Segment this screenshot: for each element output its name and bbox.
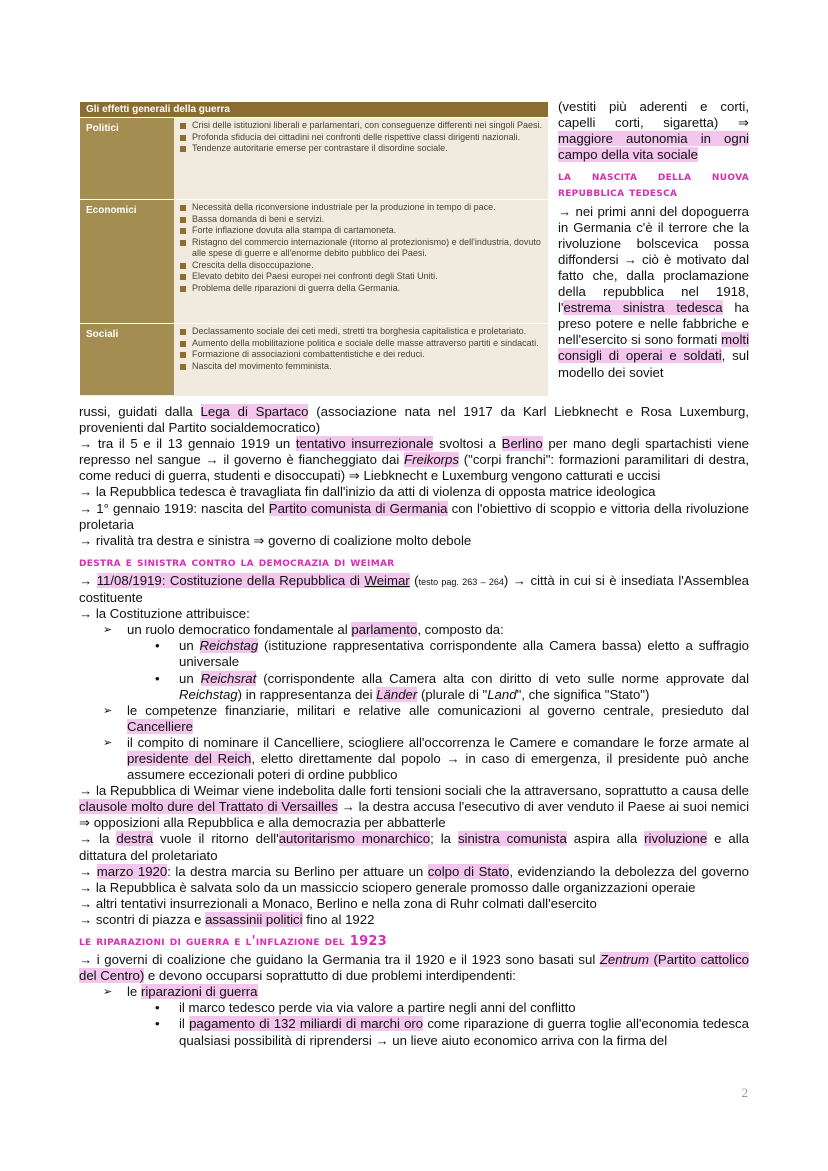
paragraph: russi, guidati dalla Lega di Spartaco (associazione nata nel 1917 da Karl Liebknecht e Rosa Luxemburg, provenienti dal Partito socialdemocratico) [79, 404, 749, 436]
list-item: Formazione di associazioni combattentistiche e dei reduci. [180, 349, 544, 361]
paragraph: → nei primi anni del dopoguerra in Germania c'è il terrore che la rivoluzione bolscevica possa diffondersi → ciò è motivato dal fatto che, dalla proclamazione della repubblica nel 1918, l'estrema sinistra tedesca ha preso potere e nelle fabbriche e nell'esercito si sono formati molti consigli di operai e soldati, sul modello dei soviet [558, 203, 750, 380]
list-item: Elevato debito dei Paesi europei nei confronti degli Stati Uniti. [180, 271, 544, 283]
paragraph: → la Repubblica di Weimar viene indebolita dalle forti tensioni sociali che la attraversano, soprattutto a causa delle clausole molto dure del Trattato di Versailles → la destra accusa l'esecutivo di aver venduto il Paese ai suoi nemici ⇒ opposizioni alla Repubblica e alla democrazia per abbatterle [79, 783, 749, 831]
square-bullet-icon [180, 352, 186, 358]
highlight: sinistra comunista [457, 831, 567, 847]
highlight: marzo 1920 [96, 863, 168, 879]
list-item: • un Reichsrat (corrispondente alla Camera alta con diritto di veto sulle norme approvate dal Reichstag) in rappresentanza dei Länder (plurale di "Land", che significa "Stato") [155, 670, 749, 702]
list-item: Forte inflazione dovuta alla stampa di cartamoneta. [180, 225, 544, 237]
highlight: riparazioni di guerra [140, 984, 258, 1000]
table-row [80, 199, 548, 323]
square-bullet-icon [180, 329, 186, 335]
highlight: colpo di Stato [427, 863, 510, 879]
main-text [79, 404, 749, 1049]
table-cell [174, 118, 548, 199]
highlight: autoritarismo monarchico [278, 831, 431, 847]
list-item: Nascita del movimento femminista. [180, 361, 544, 373]
square-bullet-icon [180, 228, 186, 234]
list-item: Tendenze autoritarie emerse per contrastare il disordine sociale. [180, 143, 544, 155]
highlight: Zentrum (Partito cattolico del Centro) [79, 952, 749, 984]
section-title: le riparazioni di guerra e l'inflazione del 1923 [79, 934, 388, 949]
paragraph: → la Costituzione attribuisce: [79, 606, 250, 622]
square-bullet-icon [180, 146, 186, 152]
list-item: Aumento della mobilitazione politica e sociale delle masse attraverso partiti e sindacati. [180, 338, 544, 350]
dot-bullet-icon: • [155, 670, 160, 686]
highlight: Partito comunista di Germania [268, 500, 448, 516]
highlight: molti consigli di operai e soldati [558, 332, 749, 364]
list-item: Ristagno del commercio internazionale (ritorno al protezionismo) e dell'industria, dovuto alle spese di guerre e all'enorme debito pubblico dei Paesi. [180, 237, 544, 260]
highlight: assassinii politici [205, 911, 303, 927]
arrow-bullet-icon: ➢ [103, 704, 113, 717]
list-item: ➢ le riparazioni di guerra [103, 984, 258, 1000]
effects-table [80, 102, 548, 396]
arrow-bullet-icon: ➢ [103, 624, 113, 637]
list-item: • un Reichstag (istituzione rappresentativa corrispondente alla Camera bassa) eletto a suffragio universale [155, 638, 749, 670]
table-cell [174, 200, 548, 323]
list-item: • il marco tedesco perde via via valore a partire negli anni del conflitto [155, 1000, 576, 1016]
section-title: destra e sinistra contro la democrazia di weimar [79, 554, 395, 570]
list-item: Problema delle riparazioni di guerra della Germania. [180, 283, 544, 295]
table-row [80, 117, 548, 199]
highlight: Lega di Spartaco [200, 404, 309, 419]
table-cell [174, 324, 548, 395]
highlight: maggiore autonomia in ogni campo della vita sociale [558, 131, 749, 163]
dot-bullet-icon: • [155, 638, 160, 654]
list-item: Crisi delle istituzioni liberali e parlamentari, con conseguenze differenti nei singoli Paesi. [180, 120, 544, 132]
list-item: Bassa domanda di beni e servizi. [180, 214, 544, 226]
highlight: Cancelliere [127, 718, 193, 734]
square-bullet-icon [180, 240, 186, 246]
paragraph: → 11/08/1919: Costituzione della Repubblica di Weimar (testo pag. 263 – 264) → città in cui si è insediata l'Assemblea costituente [79, 572, 750, 606]
highlight: destra [116, 831, 154, 847]
square-bullet-icon [180, 123, 186, 129]
paragraph: → altri tentativi insurrezionali a Monaco, Berlino e nella zona di Ruhr colmati dall'esercito [79, 895, 597, 911]
square-bullet-icon [180, 135, 186, 141]
paragraph: → tra il 5 e il 13 gennaio 1919 un tentativo insurrezionale svoltosi a Berlino per mano degli spartachisti viene represso nel sangue → il governo è fiancheggiato dai Freikorps ("corpi franchi": formazioni paramilitari di destra, come reduci di guerra, studenti e disoccupati) ⇒ Liebknecht e Luxemburg vengono catturati e uccisi [79, 436, 749, 484]
table-category: Economici [80, 200, 174, 323]
paragraph: → rivalità tra destra e sinistra ⇒ governo di coalizione molto debole [79, 532, 472, 548]
right-column [558, 99, 749, 381]
highlight: parlamento [351, 622, 418, 638]
list-item: Profonda sfiducia dei cittadini nei confronti delle rispettive classi dirigenti nazionali. [180, 132, 544, 144]
table-title: Gli effetti generali della guerra [80, 102, 548, 117]
page-number: 2 [741, 1084, 748, 1100]
list-item: • il pagamento di 132 miliardi di marchi oro come riparazione di guerra toglie all'economia tedesca qualsiasi possibilità di riprendersi → un lieve aiuto economico arriva con la firma del [155, 1016, 749, 1048]
highlight: estrema sinistra tedesca [563, 300, 723, 316]
list-item: ➢ il compito di nominare il Cancelliere, sciogliere all'occorrenza le Camere e comandare le forze armate al presidente del Reich, eletto direttamente dal popolo → in caso di emergenza, il presidente può anche assumere eccezionali poteri di ordine pubblico [103, 734, 749, 783]
highlight: pagamento di 132 miliardi di marchi oro [189, 1016, 424, 1032]
highlight: Reichstag [199, 638, 259, 654]
paragraph: → la Repubblica tedesca è travagliata fin dall'inizio da atti di violenza di opposta matrice ideologica [79, 484, 656, 500]
intro-paragraph: (vestiti più aderenti e corti, capelli corti, sigaretta) ⇒ maggiore autonomia in ogni campo della vita sociale [558, 99, 749, 163]
highlight: 11/08/1919: Costituzione della Repubblica di Weimar [96, 572, 410, 588]
list-item: ➢ un ruolo democratico fondamentale al parlamento, composto da: [103, 622, 504, 638]
highlight: presidente del Reich [127, 750, 252, 766]
highlight: clausole molto dure del Trattato di Versailles [79, 799, 338, 815]
section-title: la nascita della nuova repubblica tedesca [558, 169, 749, 201]
square-bullet-icon [180, 341, 186, 347]
highlight: Reichsrat [200, 670, 257, 686]
table-row [80, 323, 548, 395]
highlight: rivoluzione [644, 831, 708, 847]
paragraph: → la destra vuole il ritorno dell'autoritarismo monarchico; la sinistra comunista aspira alla rivoluzione e alla dittatura del proletariato [79, 831, 749, 863]
dot-bullet-icon: • [155, 1016, 160, 1032]
square-bullet-icon [180, 205, 186, 211]
paragraph: → scontri di piazza e assassinii politici fino al 1922 [79, 911, 375, 927]
arrow-bullet-icon: ➢ [103, 736, 113, 749]
table-category: Sociali [80, 324, 174, 395]
highlight: tentativo insurrezionale [295, 436, 434, 452]
list-item: Necessità della riconversione industriale per la produzione in tempo di pace. [180, 202, 544, 214]
highlight: Berlino [501, 436, 543, 452]
square-bullet-icon [180, 263, 186, 269]
list-item: ➢ le competenze finanziarie, militari e relative alle comunicazioni al governo centrale, presieduto dal Cancelliere [103, 702, 749, 734]
list-item: Declassamento sociale dei ceti medi, stretti tra borghesia capitalistica e proletariato. [180, 326, 544, 338]
square-bullet-icon [180, 274, 186, 280]
highlight: Länder [376, 686, 418, 702]
paragraph: → marzo 1920: la destra marcia su Berlino per attuare un colpo di Stato, evidenziando la debolezza del governo → la Repubblica è salvata solo da un massiccio sciopero generale promosso dalle organizzazioni operaie [79, 863, 749, 895]
arrow-bullet-icon: ➢ [103, 986, 113, 999]
table-category: Politici [80, 118, 174, 199]
square-bullet-icon [180, 286, 186, 292]
square-bullet-icon [180, 364, 186, 370]
list-item: Crescita della disoccupazione. [180, 260, 544, 272]
paragraph: → 1° gennaio 1919: nascita del Partito comunista di Germania con l'obiettivo di scoppio e vittoria della rivoluzione proletaria [79, 500, 750, 532]
dot-bullet-icon: • [155, 1000, 160, 1016]
square-bullet-icon [180, 217, 186, 223]
paragraph: → i governi di coalizione che guidano la Germania tra il 1920 e il 1923 sono basati sul Zentrum (Partito cattolico del Centro) e devono occuparsi soprattutto di due problemi interdipendenti: [79, 952, 749, 984]
highlight: Freikorps [404, 452, 459, 468]
